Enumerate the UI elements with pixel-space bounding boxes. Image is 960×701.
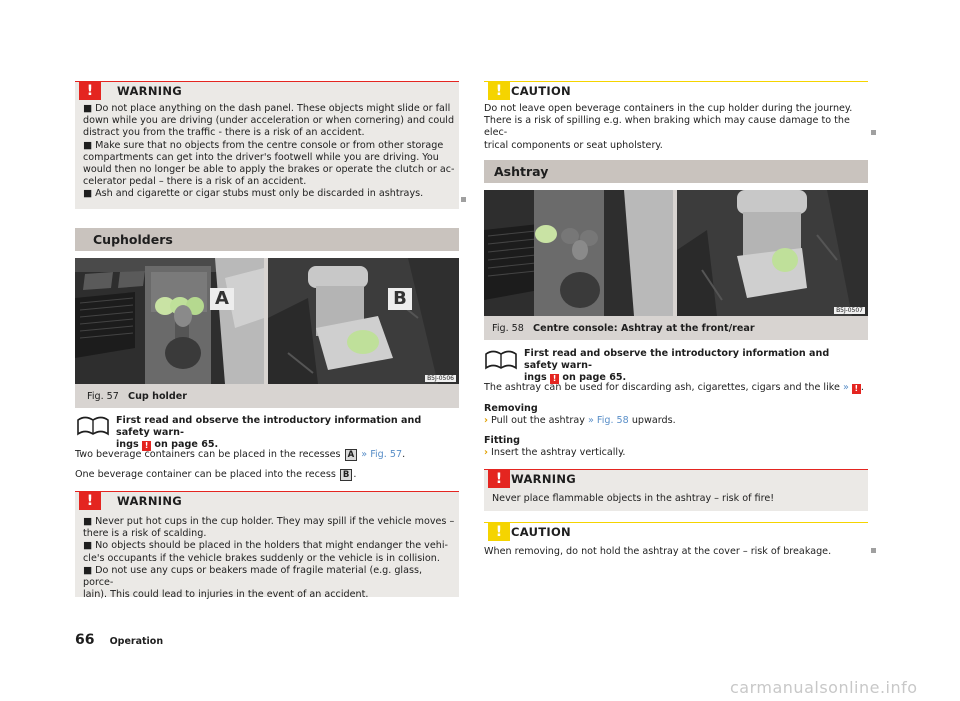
section-title: Ashtray (494, 164, 549, 179)
warning-box-3 (484, 469, 868, 511)
warning-line: would then no longer be able to apply the brakes or operate the clutch or ac- (83, 164, 455, 176)
caution-header (484, 522, 868, 541)
watermark: carmanualsonline.info (730, 678, 918, 697)
warning-title: WARNING (511, 472, 576, 486)
warning-line: ■ Never put hot cups in the cup holder. They may spill if the vehicle moves – (83, 516, 455, 527)
cupholder-photo-rear (268, 258, 459, 384)
caution-box-2 (484, 522, 868, 562)
caution-line: There is a risk of spilling e.g. when braking which may cause damage to the elec- (484, 115, 850, 139)
label-a: A (210, 288, 234, 310)
warning-link[interactable]: » (842, 382, 849, 393)
removing-section (484, 403, 868, 427)
warning-body (83, 103, 455, 201)
page-number: 66 (75, 632, 95, 648)
warning-line: distract you from the traffic - there is a risk of an accident. (83, 127, 365, 139)
paragraph-text: One beverage container can be placed into the recess (75, 469, 336, 480)
cupholder-front-illustration (75, 258, 264, 384)
warning-line: celerator pedal – there is a risk of an accident. (83, 176, 307, 188)
warning-header (75, 491, 459, 510)
warning-line: down while you are driving (under acceleration or when cornering) and could (83, 115, 455, 127)
intro-line: First read and observe the introductory information and safety warn- (116, 415, 422, 439)
photo-code: B5J-0506 (427, 375, 454, 382)
section-header-cupholders (75, 228, 459, 251)
step-chevron-icon: › (484, 415, 488, 427)
paragraph-text: . (353, 469, 357, 480)
warning-box-1 (75, 81, 459, 209)
ashtray-photo-rear (677, 190, 868, 316)
warning-title: WARNING (117, 84, 182, 98)
exclamation-icon: ! (79, 82, 101, 100)
warning-line: ■ Ash and cigarette or cigar stubs must only be discarded in ashtrays. (83, 188, 424, 200)
ashtray-front-illustration (484, 190, 673, 316)
figure-number: Fig. 58 (492, 323, 524, 334)
warning-header (75, 81, 459, 100)
warning-line: ■ Make sure that no objects from the centre console or from other storage (83, 139, 444, 151)
warning-line: cle's occupants if the vehicle brakes suddenly or the vehicle is in collision. (83, 552, 440, 564)
figure-caption (87, 391, 187, 402)
intro-line: ings (116, 439, 139, 451)
intro-note (116, 415, 456, 452)
warning-title: WARNING (117, 494, 182, 508)
fitting-section (484, 435, 868, 459)
removing-heading: Removing (484, 403, 538, 414)
warning-body (83, 516, 455, 601)
warning-line: ■ Do not place anything on the dash panel. These objects might slide or fall (83, 103, 451, 114)
caution-line: Do not leave open beverage containers in the cup holder during the journey. (484, 103, 853, 114)
intro-note (524, 348, 864, 385)
caution-body (484, 103, 868, 152)
paragraph (484, 382, 868, 394)
warning-mini-icon: ! (142, 441, 151, 451)
caution-box-1 (484, 81, 868, 151)
section-end-mark (871, 548, 876, 553)
warning-line: ■ Do not use any cups or beakers made of fragile material (e.g. glass, porce- (83, 564, 423, 589)
warning-mini-icon: ! (550, 374, 559, 384)
chapter-label: Operation (109, 636, 164, 647)
paragraph-text: . (860, 382, 864, 393)
caution-title: CAUTION (511, 84, 571, 98)
section-end-mark (461, 197, 466, 202)
fitting-heading: Fitting (484, 435, 520, 446)
book-icon (484, 348, 518, 370)
exclamation-icon: ! (488, 523, 510, 541)
exclamation-icon: ! (488, 470, 510, 488)
exclamation-icon: ! (79, 492, 101, 510)
section-header-ashtray (484, 160, 868, 183)
warning-mini-icon: ! (852, 384, 861, 394)
key-a: A (345, 449, 358, 461)
book-icon (76, 414, 110, 436)
warning-line: compartments can get into the driver's footwell while you are driving. You (83, 151, 439, 163)
figure-number: Fig. 57 (87, 391, 119, 402)
step-text: Pull out the ashtray (491, 415, 585, 427)
intro-link[interactable]: on page 65. (562, 372, 627, 384)
figure-caption-text: Cup holder (128, 391, 187, 402)
paragraph-text: Two beverage containers can be placed in the recesses (75, 449, 341, 460)
caution-title: CAUTION (511, 525, 571, 539)
step-text: upwards. (631, 415, 676, 427)
warning-header (484, 469, 868, 488)
figure-58 (484, 190, 868, 340)
figure-link[interactable]: » Fig. 58 (587, 415, 629, 427)
figure-caption (492, 323, 755, 334)
intro-link[interactable]: on page 65. (154, 439, 219, 451)
paragraph (75, 469, 459, 481)
paragraph (75, 449, 459, 461)
caution-header (484, 81, 868, 100)
section-title: Cupholders (93, 232, 173, 247)
figure-caption-text: Centre console: Ashtray at the front/rear (533, 323, 755, 334)
cupholder-rear-illustration (268, 258, 459, 384)
caution-body: When removing, do not hold the ashtray at the cover – risk of breakage. (484, 546, 832, 557)
warning-line: lain). This could lead to injuries in the event of an accident. (83, 589, 369, 601)
section-end-mark (871, 130, 876, 135)
warning-body: Never place flammable objects in the ashtray – risk of fire! (492, 493, 775, 504)
key-b: B (340, 469, 352, 481)
figure-57 (75, 258, 459, 408)
label-b: B (388, 288, 412, 310)
paragraph-text: The ashtray can be used for discarding ash, cigarettes, cigars and the like (484, 382, 840, 393)
caution-line: trical components or seat upholstery. (484, 139, 663, 151)
warning-line: ■ No objects should be placed in the holders that might endanger the vehi- (83, 540, 448, 552)
photo-code: B5J-0507 (836, 307, 863, 314)
cupholder-photo-front (75, 258, 264, 384)
exclamation-icon: ! (488, 82, 510, 100)
step-chevron-icon: › (484, 447, 488, 459)
page-footer (75, 629, 163, 648)
step-text: Insert the ashtray vertically. (491, 447, 626, 459)
warning-line: there is a risk of scalding. (83, 528, 207, 540)
paragraph-text: . (402, 449, 406, 460)
warning-box-2 (75, 491, 459, 601)
figure-link[interactable]: » Fig. 57 (361, 449, 403, 460)
ashtray-photo-front (484, 190, 673, 316)
intro-line: First read and observe the introductory information and safety warn- (524, 348, 830, 372)
ashtray-rear-illustration (677, 190, 868, 316)
intro-line: ings (524, 372, 547, 384)
